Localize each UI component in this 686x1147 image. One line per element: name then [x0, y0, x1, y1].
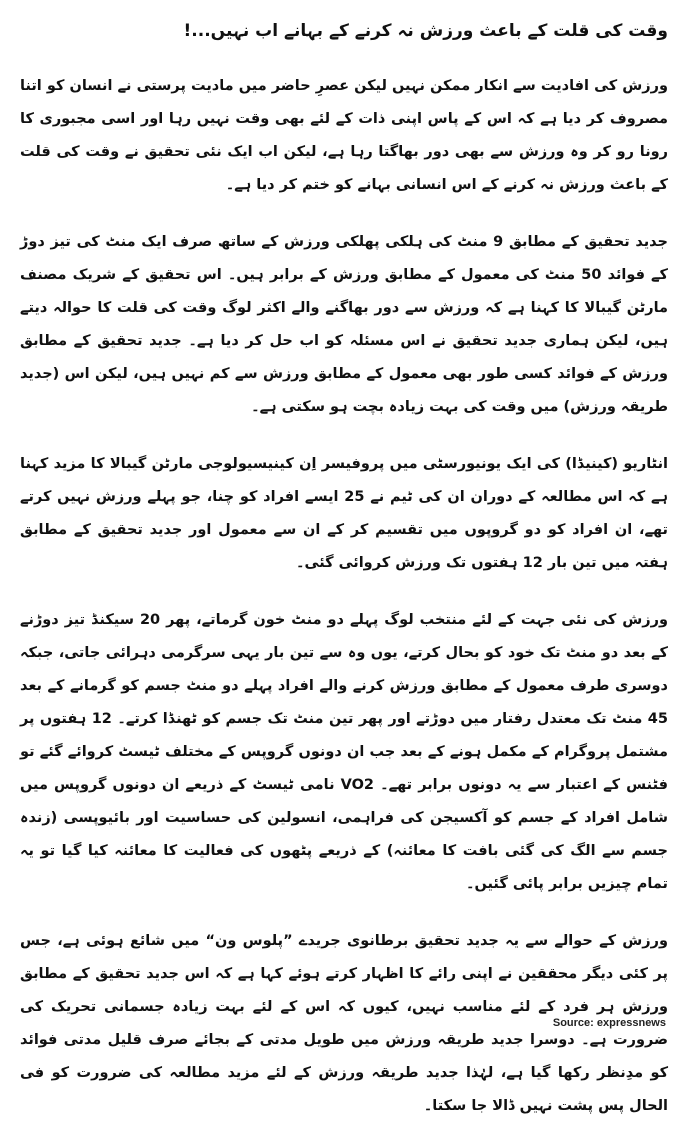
- source-credit: Source: expressnews: [552, 1017, 666, 1029]
- article: [20, 18, 668, 1147]
- article-paragraph-5: ورزش کے حوالے سے یہ جدید تحقیق برطانوی جریدے ”پلوس ون“ میں شائع ہوئی ہے، جس پر کئی دیگر محققین نے اپنی رائے کا اظہار کرتے ہوئے کہا ہے کہ اس جدید تحقیق کے مطابق ورزش ہر فرد کے لئے مناسب نہیں، کیوں کہ اس کے لئے بہت زیادہ جسمانی تحریک کی ضرورت ہے۔ دوسرا جدید طریقہ ورزش میں طویل مدتی کے بجائے صرف قلیل مدتی فوائد کو مدِنظر رکھا گیا ہے، لہٰذا جدید طریقہ ورزش کے لئے مزید مطالعہ کی ضرورت کو فی الحال پس پشت نہیں ڈالا جا سکتا۔: [20, 933, 668, 1114]
- article-paragraph-2: جدید تحقیق کے مطابق 9 منٹ کی ہلکی پھلکی ورزش کے ساتھ صرف ایک منٹ کی تیز دوڑ کے فوائد 50 منٹ کی معمول کے مطابق ورزش کے برابر ہیں۔ اس تحقیق کے شریک مصنف مارٹن گیبالا کا کہنا ہے کہ ورزش سے دور بھاگنے والے اکثر لوگ وقت کی قلت کا حوالہ دیتے ہیں، لیکن ہماری جدید تحقیق نے اس مسئلہ کو اب حل کر دیا ہے۔ جدید تحقیق کے مطابق ورزش کے فوائد کسی طور بھی معمول کے مطابق ورزش سے کم نہیں ہیں، لیکن اس (جدید طریقہ ورزش) میں وقت کی بہت زیادہ بچت ہو سکتی ہے۔: [20, 234, 668, 415]
- article-paragraph-4: ورزش کی نئی جہت کے لئے منتخب لوگ پہلے دو منٹ خون گرماتے، پھر 20 سیکنڈ تیز دوڑنے کے بعد دو منٹ تک خود کو بحال کرتے، یوں وہ سے تین بار یہی سرگرمی دہرائی جاتی، جبکہ دوسری طرف معمول کے مطابق ورزش کرنے والے افراد پہلے دو منٹ جسم کو گرمانے کے بعد 45 منٹ تک معتدل رفتار میں دوڑتے اور پھر تین منٹ تک جسم کو ٹھنڈا کرتے۔ 12 ہفتوں پر مشتمل پروگرام کے مکمل ہونے کے بعد جب ان دونوں گروپس کے مختلف ٹیسٹ کروائے گئے تو فٹنس کے اعتبار سے یہ دونوں برابر تھے۔ VO2 نامی ٹیسٹ کے ذریعے ان دونوں گروپس میں شامل افراد کے جسم کو آکسیجن کی فراہمی، انسولین کی حساسیت اور بائیوپسی (زندہ جسم سے الگ کی گئی بافت کا معائنہ) کے ذریعے پٹھوں کی فعالیت کا معائنہ کیا گیا تو یہ تمام چیزیں برابر پائی گئیں۔: [20, 612, 668, 892]
- article-title: وقت کی قلت کے باعث ورزش نہ کرنے کے بہانے اب نہیں...!: [183, 21, 668, 41]
- article-paragraph-1: ورزش کی افادیت سے انکار ممکن نہیں لیکن عصرِ حاضر میں مادیت پرستی نے انسان کو اتنا مصروف کر دیا ہے کہ اس کے پاس اپنی ذات کے لئے بھی وقت نہیں رہا اور اسی مجبوری کا رونا رو کر وہ ورزش سے بھی دور بھاگتا رہا ہے، لیکن اب ایک نئی تحقیق نے وقت کی قلت کے باعث ورزش نہ کرنے کے اس انسانی بہانے کو ختم کر دیا ہے۔: [20, 78, 668, 193]
- article-paragraph-3: انٹاریو (کینیڈا) کی ایک یونیورسٹی میں پروفیسر اِن کینیسیولوجی مارٹن گیبالا کا مزید کہنا ہے کہ اس مطالعہ کے دوران ان کی ٹیم نے 25 ایسے افراد کو چنا، جو پہلے ورزش نہیں کرتے تھے، ان افراد کو دو گروپوں میں تقسیم کر کے ان سے معمول اور جدید تحقیق کے مطابق ہفتہ میں تین بار 12 ہفتوں تک ورزش کروائی گئی۔: [20, 456, 668, 571]
